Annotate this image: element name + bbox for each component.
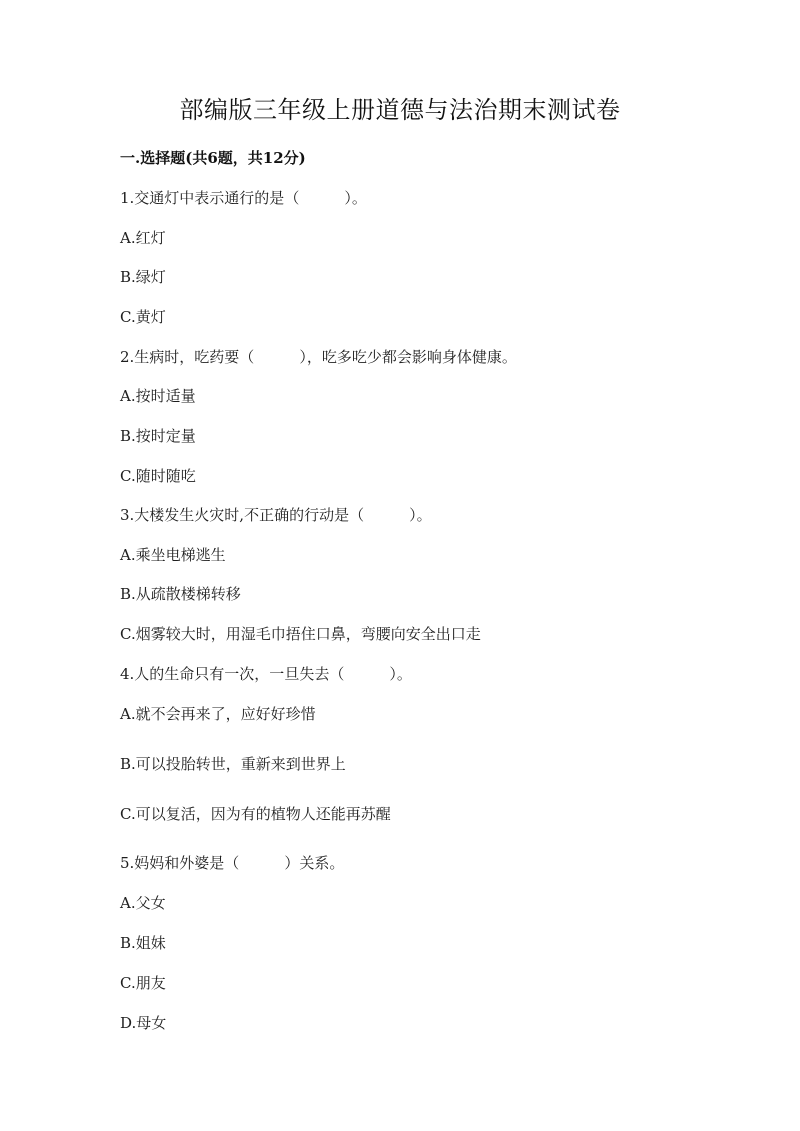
question-1-option-b: B.绿灯 (120, 268, 166, 286)
question-5-option-d: D.母女 (120, 1014, 167, 1032)
question-2-option-c: C.随时随吃 (120, 467, 196, 485)
section-heading: 一.选择题(共6题，共12分) (120, 149, 306, 167)
question-5-stem: 5.妈妈和外婆是（ ）关系。 (120, 854, 345, 872)
question-1-stem: 1.交通灯中表示通行的是（ ）。 (120, 189, 367, 207)
question-4-option-a: A.就不会再来了，应好好珍惜 (120, 705, 316, 723)
question-4-option-b: B.可以投胎转世，重新来到世界上 (120, 755, 346, 773)
question-3-option-b: B.从疏散楼梯转移 (120, 585, 241, 603)
question-1-option-c: C.黄灯 (120, 308, 166, 326)
question-1-option-a: A.红灯 (120, 229, 166, 247)
question-5-option-b: B.姐妹 (120, 934, 166, 952)
question-4-stem: 4.人的生命只有一次，一旦失去（ ）。 (120, 665, 412, 683)
page-title: 部编版三年级上册道德与法治期末测试卷 (179, 96, 621, 124)
question-4-option-c: C.可以复活，因为有的植物人还能再苏醒 (120, 805, 391, 823)
question-2-option-b: B.按时定量 (120, 427, 196, 445)
question-5-option-a: A.父女 (120, 894, 166, 912)
question-2-option-a: A.按时适量 (120, 387, 196, 405)
question-3-option-c: C.烟雾较大时，用湿毛巾捂住口鼻，弯腰向安全出口走 (120, 625, 481, 643)
question-5-option-c: C.朋友 (120, 974, 166, 992)
question-3-option-a: A.乘坐电梯逃生 (120, 546, 226, 564)
question-3-stem: 3.大楼发生火灾时,不正确的行动是（ ）。 (120, 506, 432, 524)
question-2-stem: 2.生病时，吃药要（ ），吃多吃少都会影响身体健康。 (120, 348, 517, 366)
